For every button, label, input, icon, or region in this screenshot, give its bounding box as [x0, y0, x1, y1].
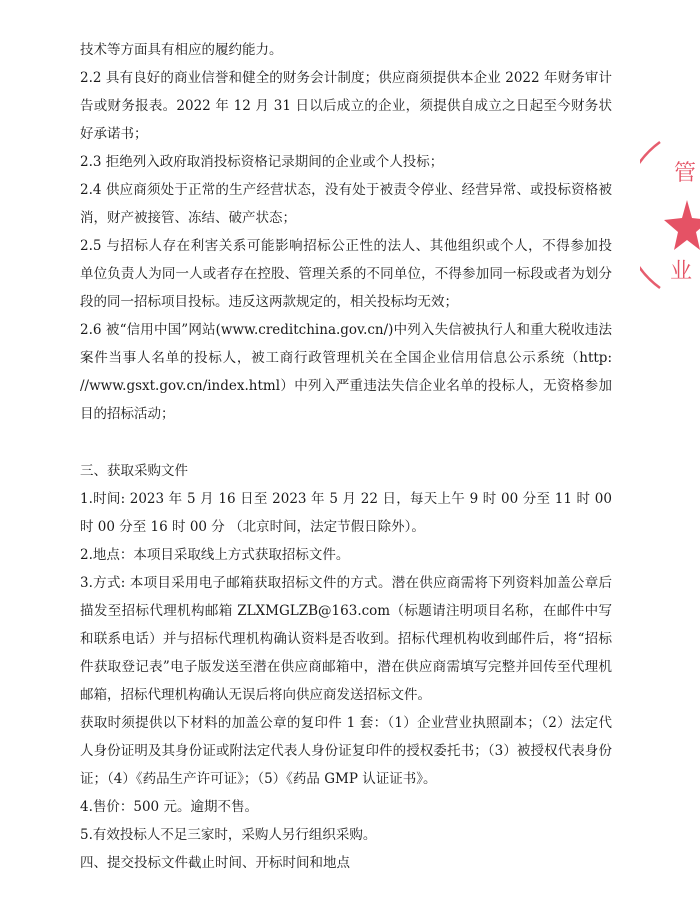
star-icon [664, 200, 700, 250]
text-line: 告或财务报表。2022 年 12 月 31 日以后成立的企业，须提供自成立之日起至今财务状 [80, 98, 612, 114]
qualification-section [80, 36, 612, 428]
text-line: 获取时须提供以下材料的加盖公章的复印件 1 套：（1）企业营业执照副本；（2）法定代 [80, 715, 612, 731]
text-line: 2.2 具有良好的商业信誉和健全的财务会计制度；供应商须提供本企业 2022 年财务审计 [80, 70, 612, 86]
text-line: 2.4 供应商须处于正常的生产经营状态，没有处于被责令停业、经营异常、或投标资格被 [80, 182, 612, 198]
text-line: 时 00 分至 16 时 00 分 （北京时间，法定节假日除外）。 [80, 519, 425, 535]
text-line: 证；（4）《药品生产许可证》；（5）《药品 GMP 认证证书》。 [80, 771, 437, 787]
text-line: 案件当事人名单的投标人，被工商行政管理机关在全国企业信用信息公示系统（http: [80, 350, 612, 366]
text-line: 目的招标活动； [80, 406, 175, 422]
text-line: 消，财产被接管、冻结、破产状态； [80, 210, 296, 226]
text-line: 邮箱，招标代理机构确认无误后将向供应商发送招标文件。 [80, 687, 431, 703]
text-line: 单位负责人为同一人或者存在控股、管理关系的不同单位，不得参加同一标段或者为划分 [80, 266, 612, 282]
svg-text:业: 业 [670, 259, 693, 284]
text-line: 2.6 被“信用中国”网站(www.creditchina.gov.cn/)中列入失信被执行人和重大税收违法 [80, 322, 612, 338]
text-line: 三、获取采购文件 [80, 463, 188, 479]
text-line: 描发至招标代理机构邮箱 ZLXMGLZB@163.com（标题请注明项目名称，在邮件中写 [80, 603, 612, 619]
text-line: 3.方式: 本项目采用电子邮箱获取招标文件的方式。潜在供应商需将下列资料加盖公章后 [80, 575, 612, 591]
text-line: 好承诺书； [80, 126, 148, 142]
text-line: 段的同一招标项目投标。违反这两款规定的，相关投标均无效； [80, 294, 458, 310]
text-line: 技术等方面具有相应的履约能力。 [80, 42, 283, 58]
text-line: 和联系电话）并与招标代理机构确认资料是否收到。招标代理机构收到邮件后，将“招标 [80, 631, 612, 647]
text-line: 4.售价：500 元。逾期不售。 [80, 799, 258, 815]
text-line: 2.5 与招标人存在利害关系可能影响招标公正性的法人、其他组织或个人，不得参加投 [80, 238, 612, 254]
text-line: 5.有效投标人不足三家时，采购人另行组织采购。 [80, 827, 377, 843]
procurement-docs-section [80, 457, 612, 877]
text-line: //www.gsxt.gov.cn/index.html）中列入严重违法失信企业名单的投标人，无资格参加 [80, 378, 612, 394]
text-line: 1.时间: 2023 年 5 月 16 日至 2023 年 5 月 22 日，每天上午 9 时 00 分至 11 时 00 [80, 491, 612, 507]
text-line: 四、提交投标文件截止时间、开标时间和地点 [80, 855, 350, 871]
text-line: 件获取登记表”电子版发送至潜在供应商邮箱中，潜在供应商需填写完整并回传至代理机 [80, 659, 612, 675]
text-line: 2.地点：本项目采取线上方式获取招标文件。 [80, 547, 350, 563]
text-line: 人身份证明及其身份证或附法定代表人身份证复印件的授权委托书；（3）被授权代表身份 [80, 743, 612, 759]
red-seal-stamp [640, 140, 700, 290]
text-line: 2.3 拒绝列入政府取消投标资格记录期间的企业或个人投标； [80, 154, 444, 170]
svg-text:管: 管 [674, 161, 697, 186]
